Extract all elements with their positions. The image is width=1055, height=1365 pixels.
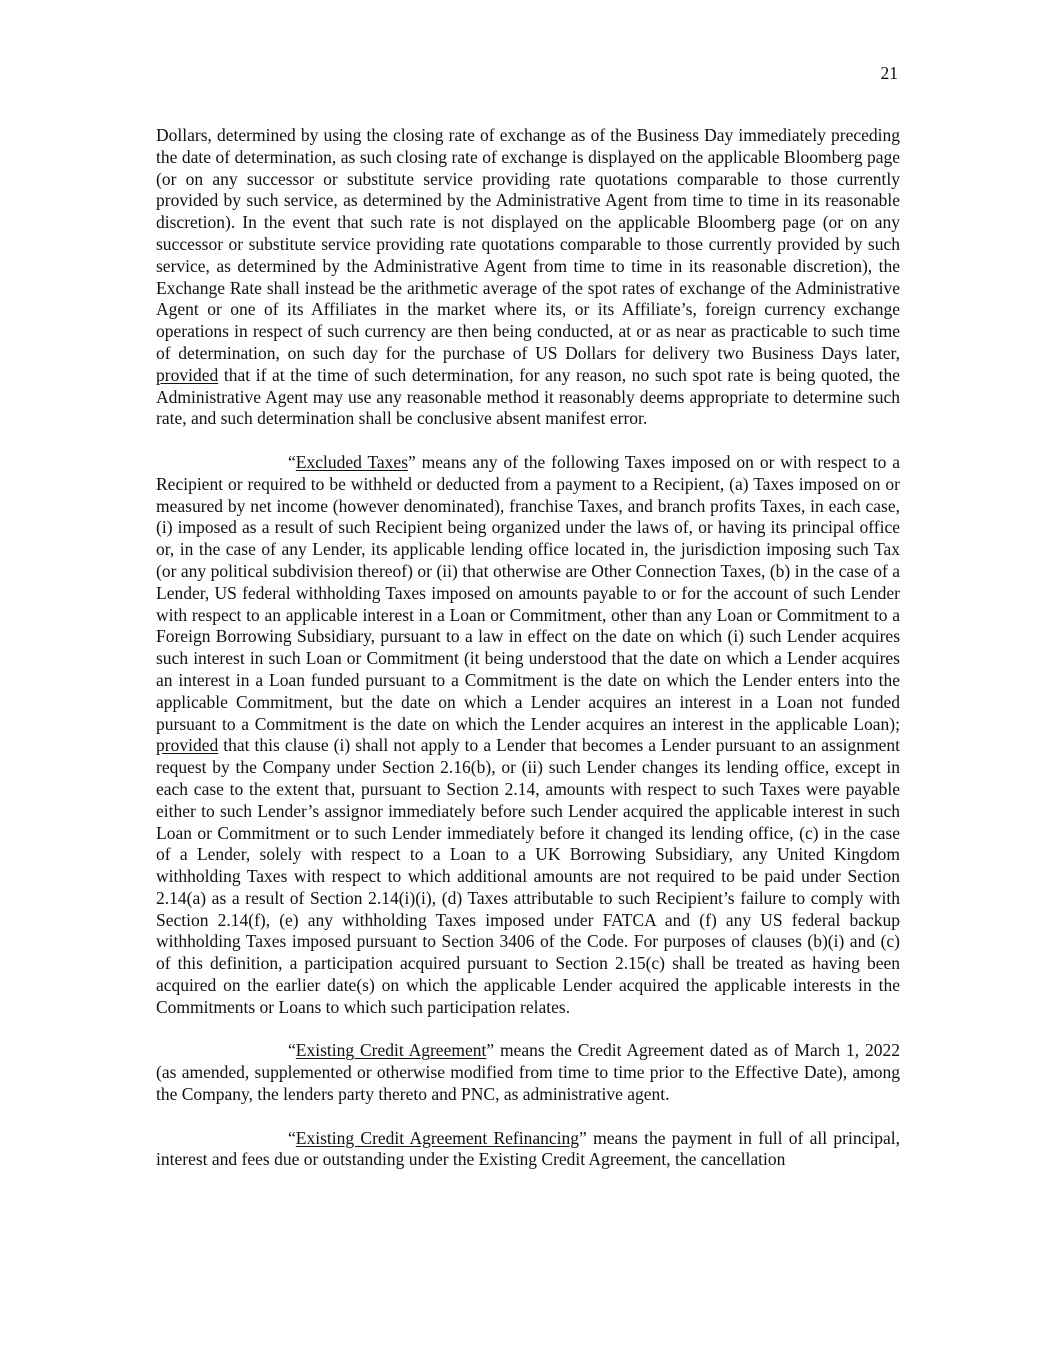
open-quote: “ <box>288 1040 296 1061</box>
text-segment: Dollars, determined by using the closing rate of exchange as of the Business Day immediately preceding the date of determination, as such closing rate of exchange is displayed on the applicable Bloomberg page (or on any successor or substitute service providing rate quotations comparable to those currently provided by such service, as determined by the Administrative Agent from time to time in its reasonable discretion). In the event that such rate is not displayed on the applicable Bloomberg page (or on any successor or substitute service providing rate quotations comparable to those currently provided by such service, as determined by the Administrative Agent from time to time in its reasonable discretion), the Exchange Rate shall instead be the arithmetic average of the spot rates of exchange of the Administrative Agent or one of its Affiliates in the market where its, or its Affiliate’s, foreign currency exchange operations in respect of such currency are then being conducted, at or as near as practicable to such time of determination, on such day for the purchase of US Dollars for delivery two Business Days later, <box>156 125 900 363</box>
definition-existing-credit-agreement-refinancing <box>156 1128 900 1172</box>
text-segment: ” means any of the following Taxes imposed on or with respect to a Recipient or required to be withheld or deducted from a payment to a Recipient, (a) Taxes imposed on or measured by net income (however denominated), franchise Taxes, and branch profits Taxes, in each case, (i) imposed as a result of such Recipient being organized under the laws of, or having its principal office or, in the case of any Lender, its applicable lending office located in, the jurisdiction imposing such Tax (or any political subdivision thereof) or (ii) that otherwise are Other Connection Taxes, (b) in the case of a Lender, US federal withholding Taxes imposed on amounts payable to or for the account of such Lender with respect to an applicable interest in a Loan or Commitment, other than any Loan or Commitment to a Foreign Borrowing Subsidiary, pursuant to a law in effect on the date on which (i) such Lender acquires such interest in such Loan or Commitment (it being understood that the date on which a Lender acquires an interest in a Loan funded pursuant to a Commitment is the date on which the Lender enters into the applicable Commitment, but the date on which a Lender acquires an interest in a Loan not funded pursuant to a Commitment is the date on which the Lender acquires an interest in the applicable Loan); <box>156 451 900 734</box>
definition-existing-credit-agreement <box>156 1040 900 1105</box>
paragraph-exchange-rate-continuation <box>156 125 900 430</box>
defined-term: Existing Credit Agreement Refinancing <box>295 1127 580 1148</box>
document-body <box>156 125 900 1193</box>
defined-term: Existing Credit Agreement <box>295 1040 487 1061</box>
text-segment: that this clause (i) shall not apply to a Lender that becomes a Lender pursuant to an assignment request by the Company under Section 2.16(b), or (ii) such Lender changes its lending office, except in each case to the extent that, pursuant to Section 2.14, amounts with respect to such Taxes were payable either to such Lender’s assignor immediately before such Lender acquired the applicable interest in such Loan or Commitment or to such Lender immediately before it changed its lending office, (c) in the case of a Lender, solely with respect to a Loan to a UK Borrowing Subsidiary, any United Kingdom withholding Taxes with respect to which additional amounts are not required to be paid under Section 2.14(a) as a result of Section 2.14(i)(i), (d) Taxes attributable to such Recipient’s failure to comply with Section 2.14(f), (e) any withholding Taxes imposed under FATCA and (f) any US federal backup withholding Taxes imposed pursuant to Section 3406 of the Code. For purposes of clauses (b)(i) and (c) of this definition, a participation acquired pursuant to Section 2.15(c) shall be treated as having been acquired on the earlier date(s) on which the applicable Lender acquired the applicable interests in the Commitments or Loans to which such participation relates. <box>156 735 900 1017</box>
definition-excluded-taxes <box>156 452 900 1019</box>
provided-term: provided <box>156 364 219 385</box>
text-segment: ” means the Credit Agreement dated as of March 1, 2022 (as amended, supplemented or otherwise modified from time to time prior to the Effective Date), among the Company, the lenders party thereto and PNC, as administrative agent. <box>156 1040 900 1105</box>
provided-term: provided <box>156 735 219 756</box>
defined-term: Excluded Taxes <box>295 451 409 472</box>
text-segment: that if at the time of such determination, for any reason, no such spot rate is being quoted, the Administrative Agent may use any reasonable method it reasonably deems appropriate to determine such rate, and such determination shall be conclusive absent manifest error. <box>156 364 900 429</box>
text-segment: ” means the payment in full of all principal, interest and fees due or outstanding under the Existing Credit Agreement, the cancellation <box>156 1127 900 1170</box>
page-number: 21 <box>880 63 898 83</box>
open-quote: “ <box>288 451 296 472</box>
open-quote: “ <box>288 1127 296 1148</box>
